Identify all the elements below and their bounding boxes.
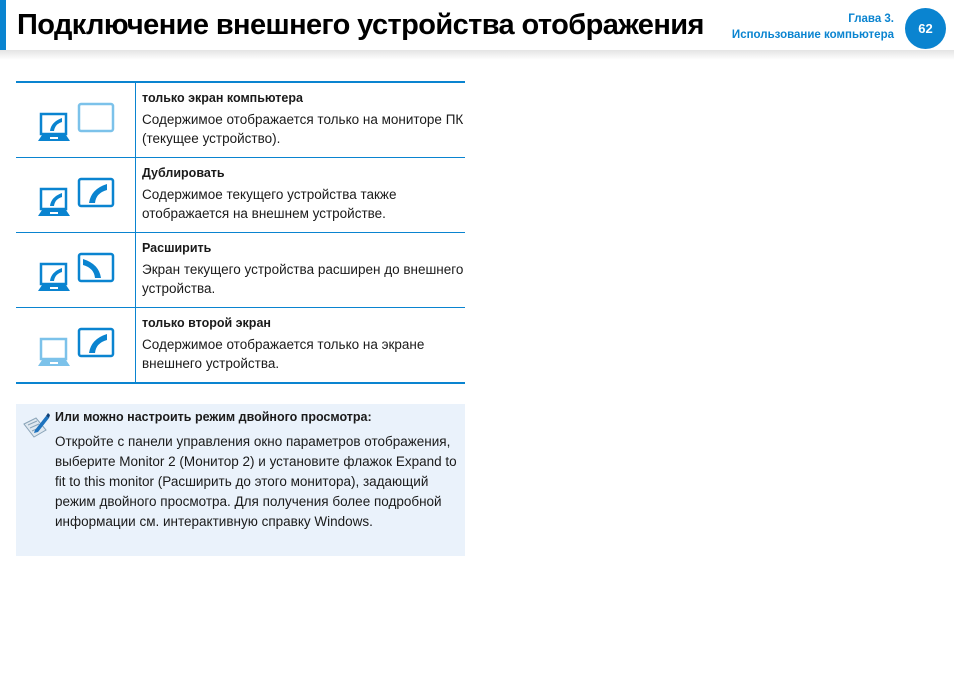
mode-title: Дублировать — [142, 166, 225, 180]
table-row — [16, 158, 465, 233]
icon-cell — [16, 158, 136, 233]
second-screen-only-icon — [36, 327, 116, 367]
chapter-number: Глава 3. — [848, 13, 894, 25]
table-row — [16, 233, 465, 308]
chapter-name: Использование компьютера — [731, 29, 894, 41]
note-title: Или можно настроить режим двойного просмотра: — [55, 410, 372, 424]
table-row — [16, 82, 465, 158]
text-cell — [136, 308, 466, 384]
table-row — [16, 308, 465, 384]
header-divider — [0, 50, 954, 60]
mode-description: Содержимое отображается только на мониторе ПК (текущее устройство). — [142, 112, 464, 146]
note-box — [16, 404, 465, 556]
page-header — [0, 0, 954, 52]
mode-description: Экран текущего устройства расширен до внешнего устройства. — [142, 262, 464, 296]
text-cell — [136, 158, 466, 233]
mode-description: Содержимое текущего устройства также отображается на внешнем устройстве. — [142, 187, 397, 221]
mode-description: Содержимое отображается только на экране внешнего устройства. — [142, 337, 425, 371]
text-cell — [136, 82, 466, 158]
mode-title: только экран компьютера — [142, 91, 303, 105]
header-accent-bar — [0, 0, 6, 52]
text-cell — [136, 233, 466, 308]
page-number-badge: 62 — [905, 8, 946, 49]
extend-icon — [36, 252, 116, 292]
note-pencil-icon — [22, 412, 50, 440]
page-title: Подключение внешнего устройства отображения — [17, 9, 704, 41]
mode-title: Расширить — [142, 241, 212, 255]
icon-cell — [16, 308, 136, 384]
chapter-label — [732, 11, 894, 43]
icon-cell — [16, 82, 136, 158]
icon-cell — [16, 233, 136, 308]
display-modes-table — [16, 81, 465, 384]
pc-screen-only-icon — [36, 102, 116, 142]
mode-title: только второй экран — [142, 316, 271, 330]
duplicate-icon — [36, 177, 116, 217]
note-body: Откройте с панели управления окно параметров отображения, выберите Monitor 2 (Монитор 2) и установите флажок Expand to fit to this monitor (Расширить до этого монитора), задающий режим двойного просмотра. Для получения более подробной информации см. интерактивную справку Windows. — [55, 434, 457, 529]
